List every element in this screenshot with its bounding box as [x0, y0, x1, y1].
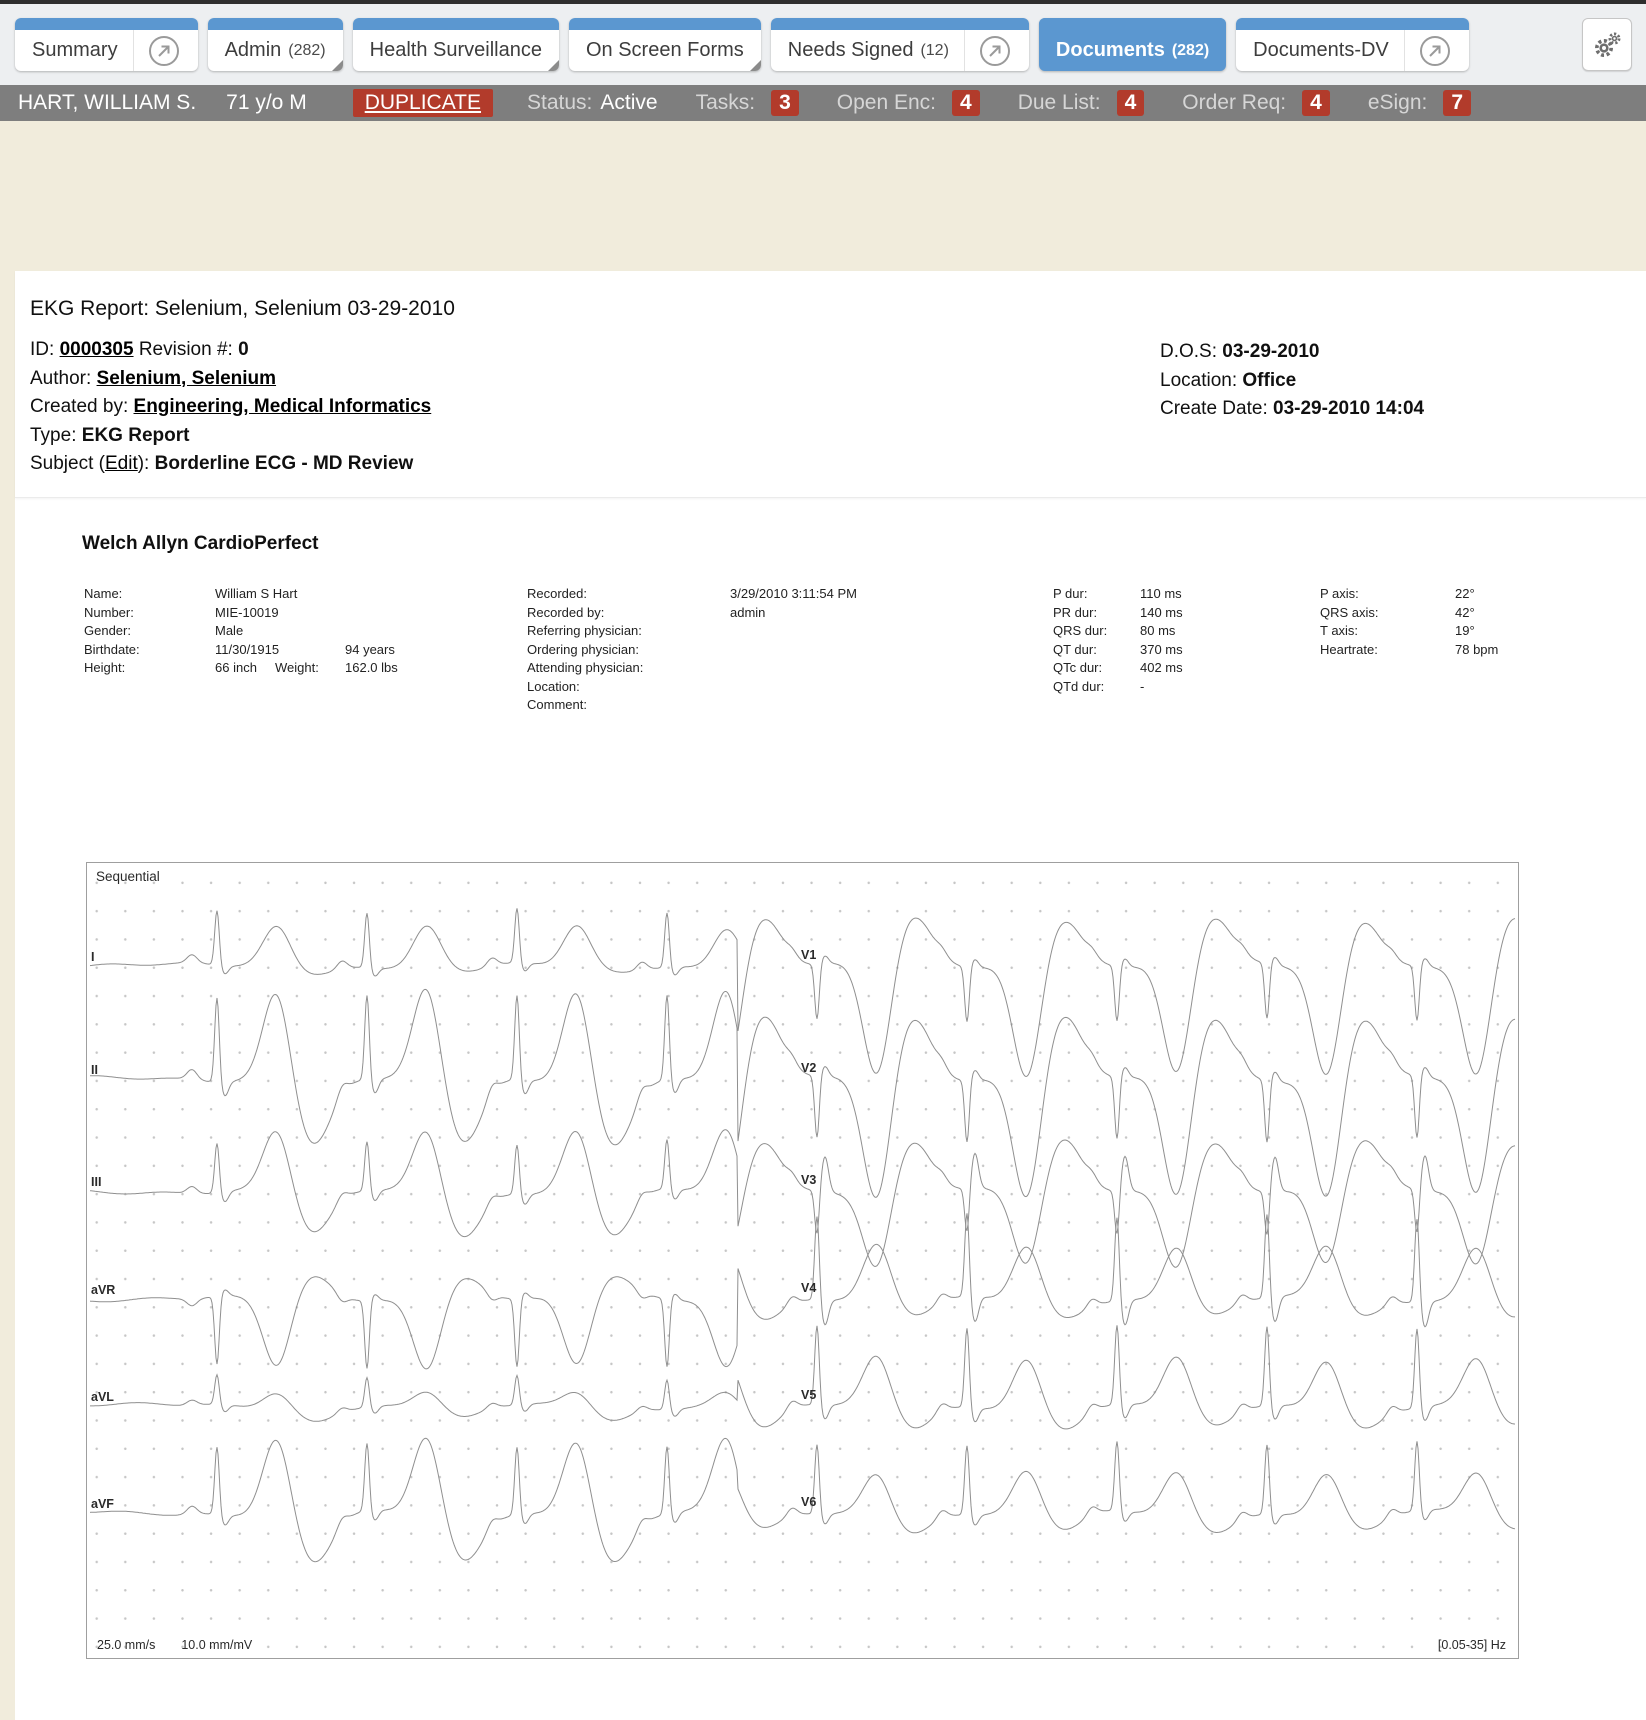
create-date-value: 03-29-2010 14:04: [1273, 398, 1425, 419]
open-new-window-icon[interactable]: [134, 34, 181, 68]
subject-label-post: ):: [137, 453, 150, 474]
stat-duelist: [1018, 90, 1145, 116]
info-value: 66 inch: [215, 660, 257, 675]
tab-label: Documents-DV: [1253, 39, 1389, 61]
create-date-label: Create Date:: [1160, 398, 1268, 419]
document-title: EKG Report: Selenium, Selenium 03-29-2010: [30, 297, 455, 320]
tab-bar: [0, 4, 1646, 85]
info-value: 22°: [1455, 586, 1475, 601]
info-extra-value: 162.0 lbs: [345, 660, 398, 675]
patient-stats: [658, 90, 1471, 116]
info-value: 11/30/1915: [215, 641, 280, 657]
info-label: QTc dur:: [1053, 660, 1103, 675]
tab-fold-corner-icon: [750, 60, 761, 71]
info-value: admin: [730, 604, 766, 620]
subject-edit-link[interactable]: Edit: [104, 453, 138, 474]
info-label: Height:: [84, 660, 126, 675]
ecg-trace-row-5: [90, 1325, 1515, 1429]
ecg-trace-row-1: [90, 908, 1515, 1076]
tab-label: Needs Signed: [787, 39, 914, 61]
type-value: EKG Report: [81, 424, 190, 446]
info-label: Location:: [527, 678, 580, 694]
lead-label-aVR: aVR: [91, 1283, 116, 1297]
tab-top-strip: [569, 18, 761, 30]
tab-top-strip: [15, 18, 198, 30]
document-meta-right: [1160, 338, 1424, 424]
tab-body: [1236, 30, 1469, 71]
info-value: William S Hart: [215, 586, 298, 601]
author-label: Author:: [30, 367, 92, 389]
lead-label-V6: V6: [801, 1495, 817, 1509]
location-label: Location:: [1160, 369, 1238, 391]
stat-openenc: [837, 90, 980, 116]
subject-value: Borderline ECG - MD Review: [154, 453, 414, 474]
settings-gear-icon[interactable]: [1582, 18, 1632, 71]
tab-body: [771, 30, 1029, 71]
info-label: Comment:: [527, 697, 587, 712]
revision-label: Revision #:: [138, 339, 233, 360]
stat-label: eSign:: [1367, 91, 1428, 114]
open-new-window-icon[interactable]: [1405, 34, 1452, 68]
info-value: 402 ms: [1140, 660, 1183, 675]
meta-type-line: [30, 422, 1631, 451]
tab-admin[interactable]: [208, 18, 343, 71]
dos-label: D.O.S:: [1160, 341, 1218, 362]
ekg-brand-title: Welch Allyn CardioPerfect: [82, 533, 319, 554]
tab-top-strip: [208, 18, 343, 30]
info-extra-value: 94 years: [345, 641, 395, 657]
meta-location-line: [1160, 367, 1424, 396]
lead-label-III: III: [91, 1175, 102, 1189]
info-label: Referring physician:: [527, 623, 642, 638]
tab-body: [208, 30, 343, 71]
id-label: ID:: [30, 339, 55, 360]
subject-label-pre: Subject (: [30, 453, 105, 474]
stat-orderreq: [1182, 90, 1330, 116]
info-value: MIE-10019: [215, 604, 279, 620]
info-label: Birthdate:: [84, 641, 140, 657]
lead-label-V2: V2: [801, 1061, 817, 1075]
info-label: Recorded by:: [527, 604, 605, 620]
info-label: Heartrate:: [1320, 641, 1378, 657]
ecg-mode-label: Sequential: [96, 869, 160, 884]
lead-label-V1: V1: [801, 948, 817, 962]
info-value: 370 ms: [1140, 641, 1183, 657]
tab-documents[interactable]: [1039, 18, 1226, 71]
meta-dos-line: [1160, 338, 1424, 367]
tab-fold-corner-icon: [332, 60, 343, 71]
info-value: 110 ms: [1140, 586, 1182, 601]
stat-label: Open Enc:: [836, 91, 937, 114]
stat-label: Order Req:: [1182, 91, 1287, 114]
meta-subject-line: [30, 450, 1631, 479]
tab-label: Documents: [1055, 39, 1165, 61]
stat-badge[interactable]: 7: [1443, 90, 1471, 116]
tab-body: [353, 30, 559, 71]
info-value: 78 bpm: [1455, 641, 1499, 657]
stat-esign: [1368, 90, 1471, 116]
lead-label-II: II: [91, 1063, 98, 1077]
ecg-gain: 10.0 mm/mV: [181, 1638, 253, 1652]
info-value: 3/29/2010 3:11:54 PM: [730, 586, 857, 601]
info-label: T axis:: [1320, 623, 1359, 638]
tab-count: (12): [920, 41, 949, 59]
info-value: -: [1140, 678, 1145, 694]
document-panel: [15, 271, 1646, 1720]
id-link[interactable]: 0000305: [59, 339, 134, 360]
author-link[interactable]: Selenium, Selenium: [96, 367, 277, 389]
lead-label-V3: V3: [801, 1173, 817, 1187]
tab-count: (282): [1171, 41, 1210, 59]
status-value: Active: [600, 91, 658, 114]
ecg-strip: [86, 862, 1519, 1659]
dos-value: 03-29-2010: [1222, 341, 1320, 362]
info-value: 140 ms: [1140, 604, 1183, 620]
info-label: QRS axis:: [1320, 604, 1379, 620]
tab-fold-corner-icon: [548, 60, 559, 71]
tab-top-strip: [1236, 18, 1469, 30]
stat-label: Due List:: [1017, 91, 1101, 114]
tab-health-surveillance[interactable]: [353, 18, 559, 71]
stat-badge[interactable]: 3: [771, 90, 799, 116]
lead-label-V5: V5: [801, 1388, 817, 1402]
info-extra-label: Weight:: [275, 660, 319, 675]
lead-label-I: I: [91, 950, 95, 964]
tab-on-screen-forms[interactable]: [569, 18, 761, 71]
ecg-trace-row-3: [90, 1130, 1515, 1268]
info-label: Gender:: [84, 623, 131, 638]
tab-count: (282): [288, 41, 326, 59]
revision-value: 0: [238, 339, 249, 360]
location-value: Office: [1242, 369, 1297, 391]
type-label: Type:: [30, 424, 77, 446]
info-label: P dur:: [1053, 586, 1088, 601]
stat-badge[interactable]: 4: [1117, 90, 1145, 116]
info-label: QRS dur:: [1053, 623, 1108, 638]
lead-label-V4: V4: [801, 1281, 817, 1295]
tab-label: Summary: [32, 39, 118, 61]
duplicate-badge[interactable]: DUPLICATE: [353, 89, 493, 117]
ekg-info-grid: [15, 585, 1646, 725]
info-label: Number:: [84, 604, 134, 620]
lead-label-aVF: aVF: [91, 1497, 114, 1511]
created-by-link[interactable]: Engineering, Medical Informatics: [133, 396, 432, 417]
ecg-filter: [0.05-35] Hz: [1437, 1638, 1506, 1652]
tab-needs-signed[interactable]: [771, 18, 1029, 71]
info-value: 80 ms: [1140, 623, 1176, 638]
tab-summary[interactable]: [15, 18, 198, 71]
stat-tasks: [696, 90, 799, 116]
info-label: Name:: [84, 586, 123, 601]
tab-body: [15, 30, 198, 71]
info-label: PR dur:: [1053, 604, 1098, 620]
tab-top-strip: [771, 18, 1029, 30]
tab-body: [1039, 30, 1226, 71]
patient-bar: [0, 85, 1646, 121]
info-label: Recorded:: [527, 586, 587, 601]
info-label: Attending physician:: [527, 660, 644, 675]
meta-create-date-line: [1160, 395, 1424, 424]
tab-top-strip: [353, 18, 559, 30]
stat-badge[interactable]: 4: [952, 90, 980, 116]
ecg-speed: 25.0 mm/s: [97, 1638, 156, 1652]
open-new-window-icon[interactable]: [965, 34, 1012, 68]
status-label: Status:: [527, 91, 593, 114]
info-label: P axis:: [1320, 586, 1359, 601]
document-header: [15, 271, 1646, 498]
tab-label: Admin: [224, 39, 282, 61]
tab-label: Health Surveillance: [369, 39, 542, 61]
patient-age-sex: 71 y/o M: [226, 91, 307, 114]
ecg-calibration: [97, 1638, 278, 1652]
info-label: QT dur:: [1053, 641, 1097, 657]
tab-body: [569, 30, 761, 71]
tab-top-strip: [1039, 18, 1226, 30]
stat-label: Tasks:: [695, 91, 756, 114]
info-label: Ordering physician:: [527, 641, 639, 657]
info-value: 42°: [1455, 604, 1475, 620]
info-value: 19°: [1455, 623, 1475, 638]
info-label: QTd dur:: [1053, 678, 1105, 694]
stat-badge[interactable]: 4: [1302, 90, 1330, 116]
patient-name: HART, WILLIAM S.: [18, 91, 197, 114]
created-by-label: Created by:: [30, 396, 129, 417]
ecg-waveforms: [87, 863, 1518, 1658]
ecg-trace-row-2: [90, 989, 1515, 1197]
tab-documents-dv[interactable]: [1236, 18, 1469, 71]
info-value: Male: [215, 623, 244, 638]
tab-label: On Screen Forms: [585, 39, 744, 61]
lead-label-aVL: aVL: [91, 1390, 114, 1404]
